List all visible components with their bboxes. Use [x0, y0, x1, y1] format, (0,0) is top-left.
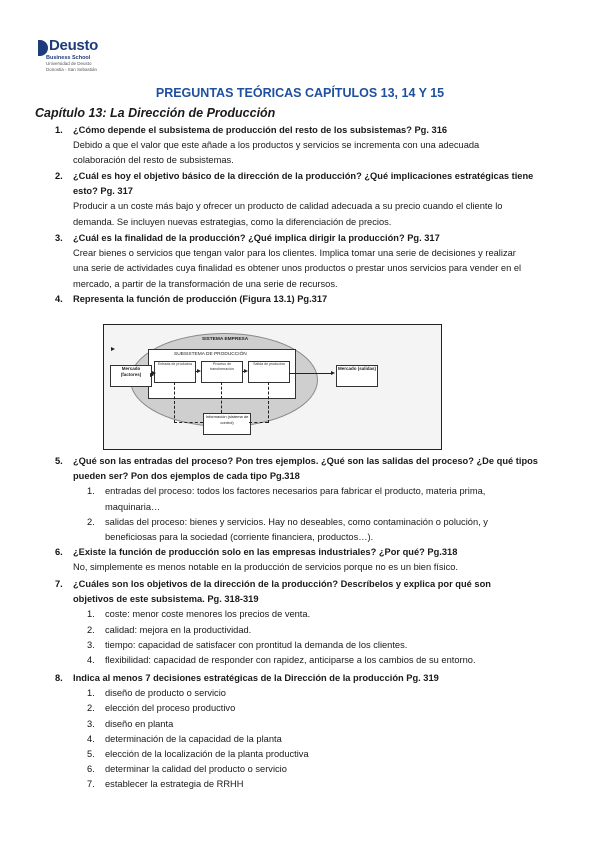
sub-item-number: 2.: [87, 624, 95, 635]
question-text: ¿Qué son las entradas del proceso? Pon tres ejemplos. ¿Qué son las salidas del proceso? ¿De qué tipos: [73, 456, 538, 466]
sub-item-number: 1.: [87, 609, 95, 620]
fig-dashed-line: [174, 422, 203, 423]
fig-info-box: Información (sistema de control): [203, 413, 251, 435]
fig-arrow: [242, 371, 245, 372]
question-number: 1.: [55, 125, 63, 135]
sub-item-text: entradas del proceso: todos los factores necesarios para fabricar el producto, materia prima,: [105, 486, 486, 497]
deusto-logo-mark: [38, 40, 48, 56]
sub-item-number: 7.: [87, 779, 95, 790]
question-number: 3.: [55, 233, 63, 243]
fig-empresa-label: SISTEMA EMPRESA: [202, 337, 249, 342]
fig-dashed-line: [174, 382, 175, 423]
sub-item-number: 2.: [87, 703, 95, 714]
answer-text: No, simplemente es menos notable en la producción de servicios porque no es un bien físico.: [73, 562, 459, 573]
sub-item-text: beneficiosas para la sociedad (corriente financiera, productos…).: [105, 532, 374, 542]
question-text: ¿Cuál es la finalidad de la producción? ¿Qué implica dirigir la producción? Pg. 317: [73, 233, 440, 243]
fig-arrow: [289, 373, 332, 374]
question-number: 7.: [55, 579, 63, 589]
fig-dashed-line: [268, 382, 269, 423]
answer-text: Crear bienes o servicios que tengan valor para los clientes. Implica tomar una serie de decisiones y realizar: [73, 248, 516, 259]
sub-item-number: 5.: [87, 749, 95, 759]
sub-item-text: elección de la localización de la planta productiva: [105, 749, 309, 759]
sub-item-text: tiempo: capacidad de satisfacer con prontitud la demanda de los clientes.: [105, 639, 408, 650]
question-number: 2.: [55, 171, 63, 181]
question-number: 6.: [55, 547, 63, 557]
logo-line4: Donostia - San Sebastián: [46, 67, 98, 72]
fig-proceso-box: Proceso de transformación: [201, 361, 243, 383]
sub-item-text: diseño de producto o servicio: [105, 688, 226, 699]
answer-text: una serie de actividades cuya finalidad es obtener unos productos o prestar unos servicios para vender en el: [73, 263, 522, 274]
answer-text: colaboración del resto de subsistemas.: [73, 155, 234, 166]
document-title: PREGUNTAS TEÓRICAS CAPÍTULOS 13, 14 Y 15: [155, 86, 445, 100]
question-text: pueden ser? Pon dos ejemplos de cada tipo Pg.318: [73, 471, 300, 482]
sub-item-text: diseño en planta: [105, 718, 174, 729]
sub-item-number: 1.: [87, 486, 95, 497]
question-text: Indica al menos 7 decisiones estratégicas de la Dirección de la producción Pg. 319: [73, 673, 439, 683]
fig-entrada-box: Entrada de productos: [154, 361, 196, 383]
production-function-figure: [103, 324, 442, 450]
question-text: esto? Pg. 317: [73, 186, 133, 197]
sub-item-text: calidad: mejora en la productividad.: [105, 624, 252, 635]
sub-item-number: 4.: [87, 655, 95, 665]
fig-mercado-left: Mercado (factores): [110, 365, 152, 387]
sub-item-text: salidas del proceso: bienes y servicios. Hay no deseables, como contaminación o polución, y: [105, 516, 488, 527]
chapter-heading: Capítulo 13: La Dirección de Producción: [35, 106, 276, 120]
answer-text: mercado, a partir de la transformación de una serie de recursos.: [73, 278, 338, 289]
fig-dashed-line: [221, 382, 222, 413]
question-text: ¿Existe la función de producción solo en las empresas industriales? ¿Por qué? Pg.318: [73, 547, 458, 557]
answer-text: Producir a un coste más bajo y ofrecer un producto de calidad adecuada a su precio cuando el cliente lo: [73, 201, 503, 212]
question-text: ¿Cómo depende el subsistema de producción del resto de los subsistemas? Pg. 316: [73, 125, 448, 135]
fig-salida-box: Salida de productos: [248, 361, 290, 383]
question-text: Representa la función de producción (Figura 13.1) Pg.317: [73, 294, 328, 304]
sub-item-text: determinación de la capacidad de la planta: [105, 733, 282, 744]
question-number: 8.: [55, 673, 63, 683]
sub-item-number: 3.: [87, 639, 95, 650]
answer-text: Debido a que el valor que este añade a los productos y servicios se incrementa con una adecuada: [73, 140, 480, 151]
question-text: ¿Cuál es hoy el objetivo básico de la dirección de la producción? ¿Qué implicaciones estratégicas tiene: [73, 171, 534, 181]
fig-dashed-line: [249, 422, 268, 423]
fig-mercado-right: Mercado (salidas): [336, 365, 378, 387]
question-text: ¿Cuáles son los objetivos de la dirección de la producción? Descríbelos y explica por qué son: [73, 579, 491, 589]
sub-item-text: elección del proceso productivo: [105, 703, 236, 714]
deusto-logo: [38, 37, 108, 80]
sub-item-number: 6.: [87, 764, 95, 775]
sub-item-text: flexibilidad: capacidad de responder con rapidez, anticiparse a los cambios de su entorno.: [105, 655, 476, 665]
sub-item-text: determinar la calidad del producto o servicio: [105, 764, 287, 775]
sub-item-text: establecer la estrategia de RRHH: [105, 779, 244, 790]
question-number: 5.: [55, 456, 63, 466]
fig-arrow: [195, 371, 198, 372]
logo-line2: Business School: [46, 55, 91, 61]
sub-item-text: maquinaria…: [105, 501, 161, 512]
answer-text: demanda. Se incluyen nuevas estrategias, como la diferenciación de precios.: [73, 216, 392, 227]
question-text: objetivos de este subsistema. Pg. 318-319: [73, 594, 259, 605]
sub-item-number: 3.: [87, 718, 95, 729]
sub-item-number: 2.: [87, 516, 95, 527]
sub-item-number: 4.: [87, 733, 95, 744]
question-number: 4.: [55, 294, 63, 304]
logo-line3: Universidad de Deusto: [46, 61, 92, 66]
fig-subsistema-label: SUBSISTEMA DE PRODUCCIÓN: [174, 352, 247, 357]
logo-name: Deusto: [49, 37, 99, 54]
sub-item-number: 1.: [87, 688, 95, 699]
sub-item-text: coste: menor coste menores los precios de venta.: [105, 609, 311, 620]
